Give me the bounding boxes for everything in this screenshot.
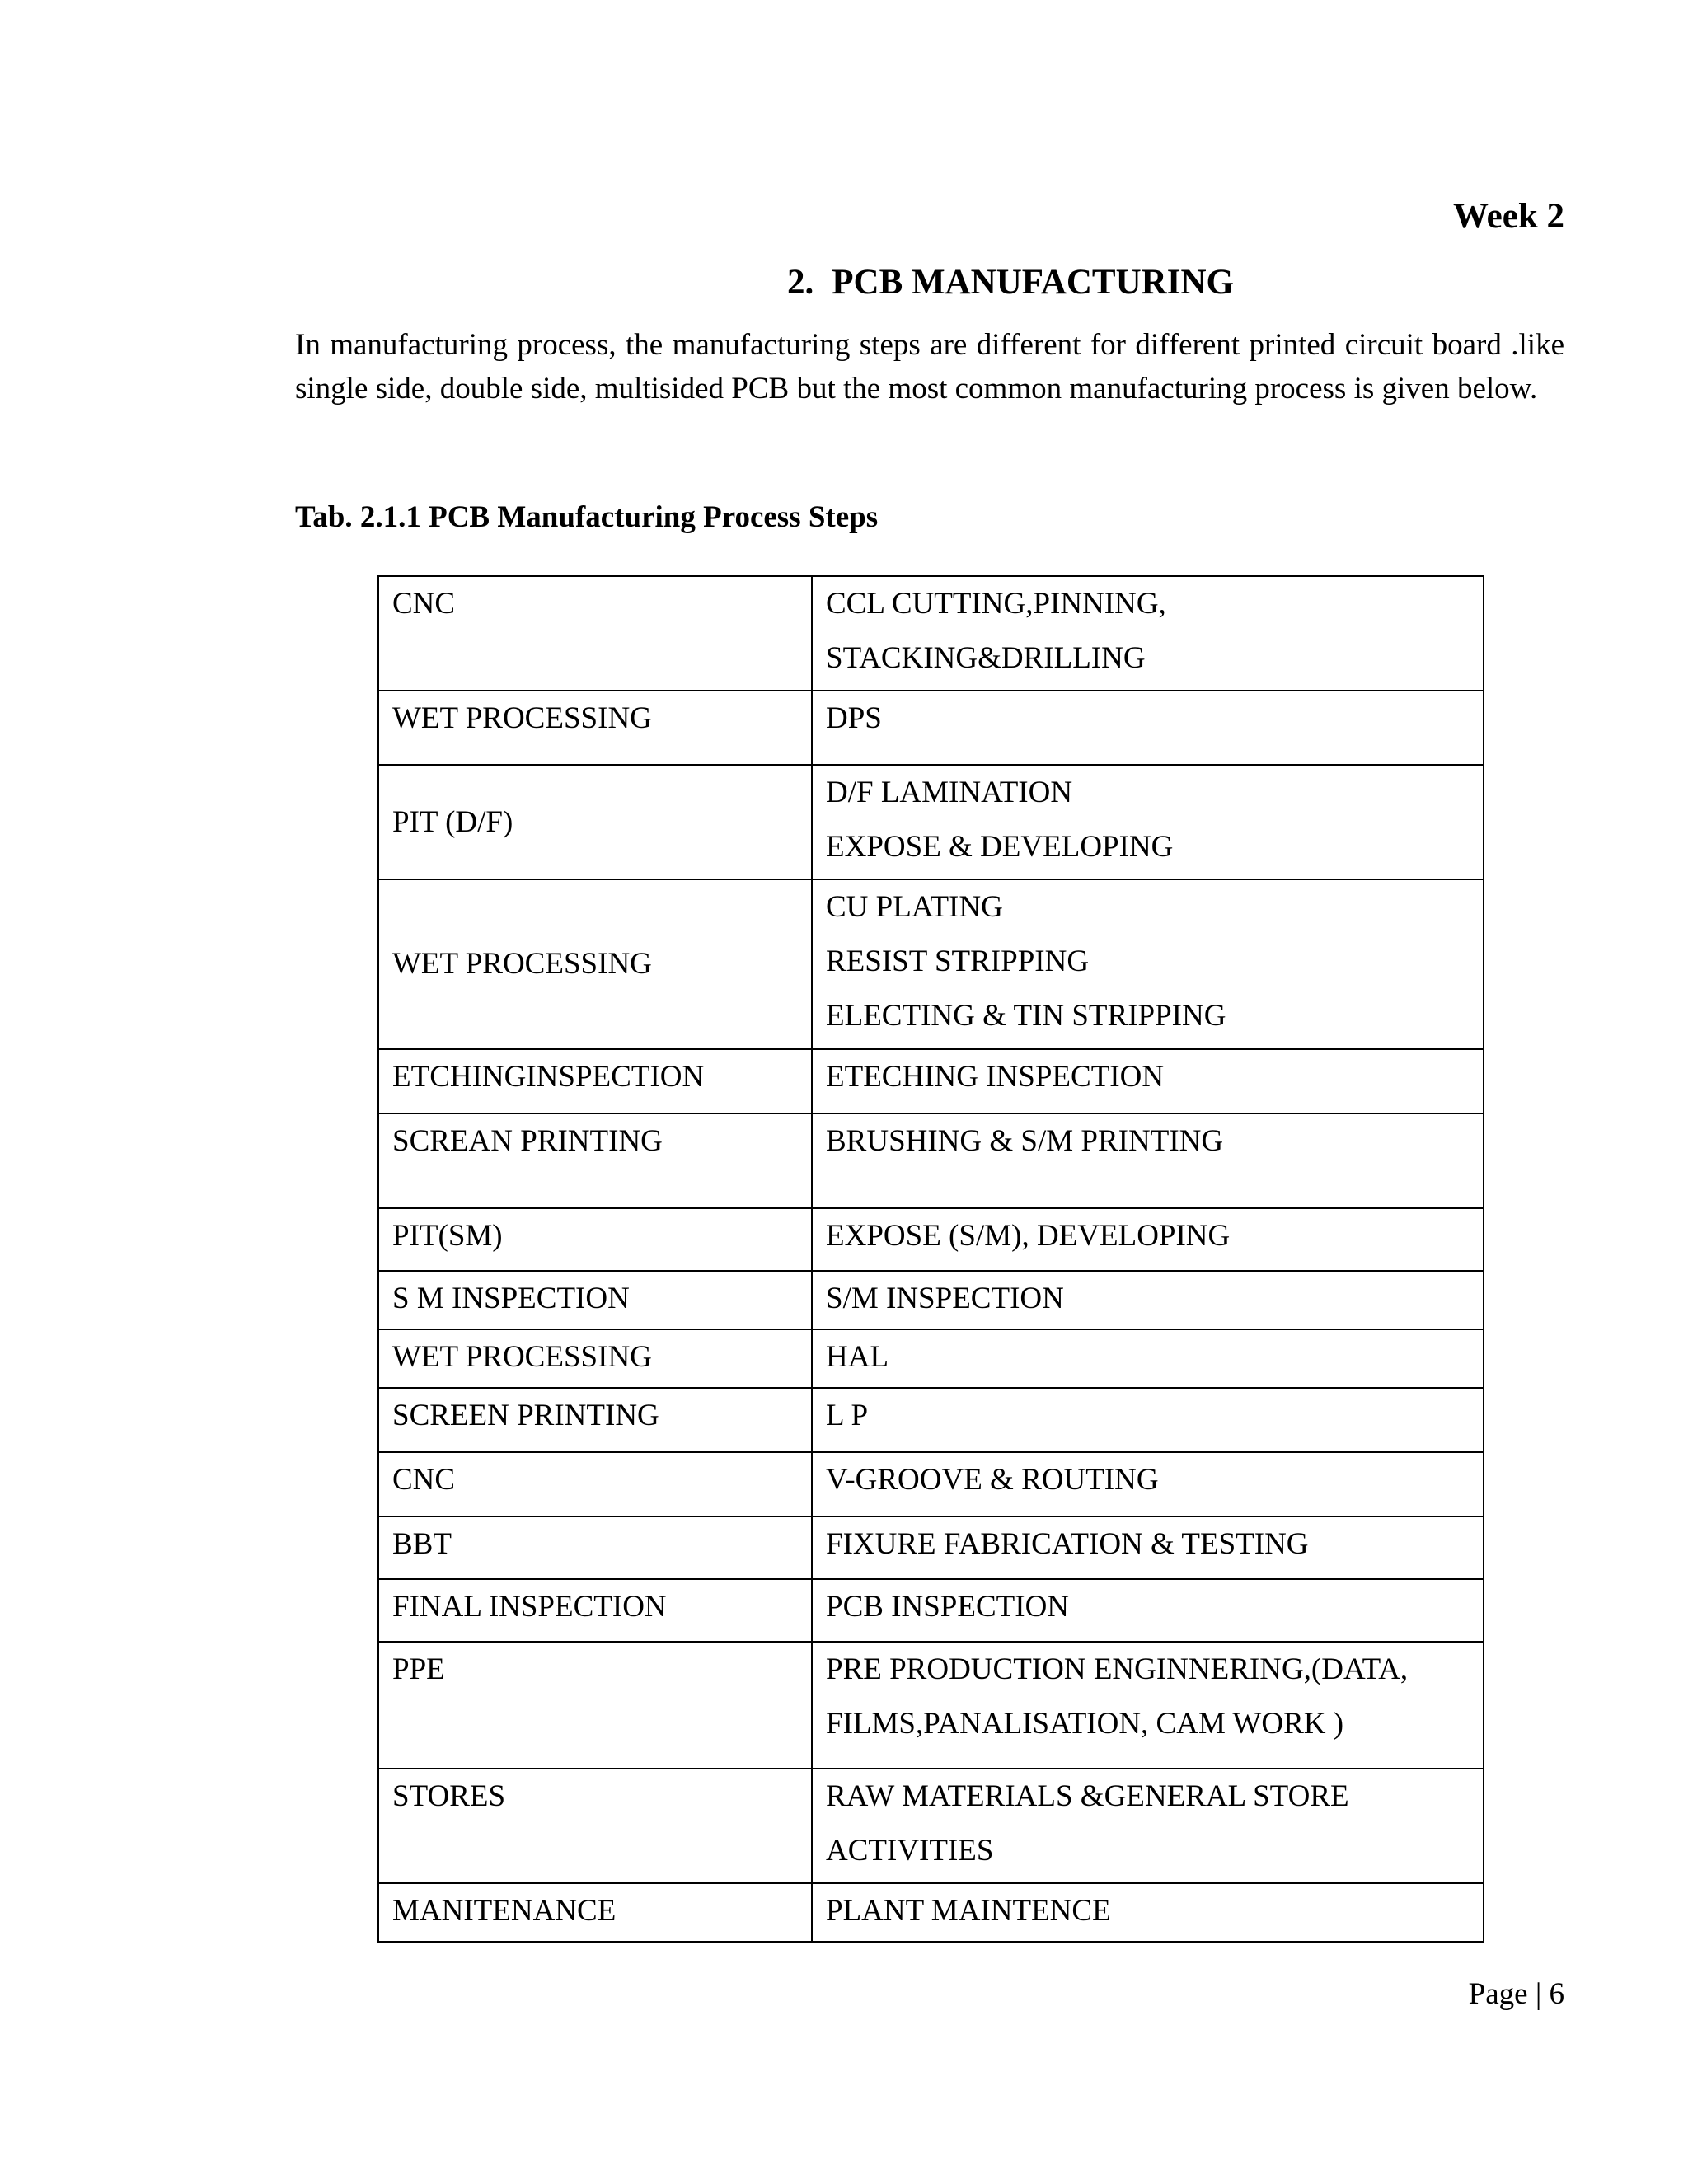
- table-row: [378, 1883, 1484, 1942]
- chapter-title: [787, 262, 1234, 302]
- activities-cell: [812, 1329, 1484, 1388]
- chapter-title-text: PCB MANUFACTURING: [832, 263, 1234, 302]
- table-row: [378, 1208, 1484, 1271]
- activity-line: PLANT MAINTENCE: [826, 1894, 1111, 1928]
- activity-line: EXPOSE & DEVELOPING: [826, 830, 1174, 864]
- activity-line: ELECTING & TIN STRIPPING: [826, 999, 1226, 1033]
- activities-cell: [812, 1049, 1484, 1113]
- activity-line: RAW MATERIALS &GENERAL STORE: [826, 1779, 1349, 1813]
- department-cell: PPE: [378, 1642, 812, 1769]
- activity-line: S/M INSPECTION: [826, 1282, 1064, 1315]
- activity-line: V-GROOVE & ROUTING: [826, 1463, 1159, 1497]
- department-cell: STORES: [378, 1769, 812, 1883]
- department-cell: WET PROCESSING: [378, 879, 812, 1049]
- activities-cell: [812, 576, 1484, 691]
- activity-line: D/F LAMINATION: [826, 776, 1073, 809]
- department-cell: PIT(SM): [378, 1208, 812, 1271]
- process-steps-table: [377, 575, 1484, 1943]
- activities-cell: [812, 1208, 1484, 1271]
- table-row: [378, 1769, 1484, 1883]
- activity-line: EXPOSE (S/M), DEVELOPING: [826, 1219, 1231, 1253]
- activity-line: PCB INSPECTION: [826, 1590, 1070, 1624]
- table-row: [378, 1642, 1484, 1769]
- table-row: [378, 879, 1484, 1049]
- department-cell: FINAL INSPECTION: [378, 1579, 812, 1642]
- activities-cell: [812, 1579, 1484, 1642]
- activities-cell: [812, 1769, 1484, 1883]
- table-row: [378, 1329, 1484, 1388]
- activity-line: FIXURE FABRICATION & TESTING: [826, 1527, 1309, 1561]
- table-row: [378, 1579, 1484, 1642]
- activity-line: STACKING&DRILLING: [826, 641, 1146, 675]
- department-cell: SCREAN PRINTING: [378, 1113, 812, 1208]
- activity-line: HAL: [826, 1340, 889, 1374]
- activities-cell: [812, 1516, 1484, 1579]
- department-cell: ETCHINGINSPECTION: [378, 1049, 812, 1113]
- activities-cell: [812, 765, 1484, 879]
- activity-line: CU PLATING: [826, 890, 1003, 924]
- table-row: [378, 1271, 1484, 1329]
- activities-cell: [812, 691, 1484, 765]
- chapter-number: 2.: [787, 263, 814, 302]
- department-cell: WET PROCESSING: [378, 1329, 812, 1388]
- activities-cell: [812, 1883, 1484, 1942]
- activities-cell: [812, 1271, 1484, 1329]
- activities-cell: [812, 1642, 1484, 1769]
- table-row: [378, 691, 1484, 765]
- table-row: [378, 765, 1484, 879]
- activity-line: ACTIVITIES: [826, 1834, 994, 1868]
- department-cell: S M INSPECTION: [378, 1271, 812, 1329]
- page-number: Page | 6: [1468, 1977, 1564, 2011]
- activity-line: L P: [826, 1399, 869, 1432]
- activities-cell: [812, 1113, 1484, 1208]
- activities-cell: [812, 1388, 1484, 1452]
- activities-cell: [812, 879, 1484, 1049]
- activity-line: FILMS,PANALISATION, CAM WORK ): [826, 1707, 1344, 1741]
- table-row: [378, 1388, 1484, 1452]
- activity-line: RESIST STRIPPING: [826, 944, 1090, 978]
- activity-line: PRE PRODUCTION ENGINNERING,(DATA,: [826, 1652, 1409, 1686]
- department-cell: PIT (D/F): [378, 765, 812, 879]
- department-cell: CNC: [378, 576, 812, 691]
- activity-line: BRUSHING & S/M PRINTING: [826, 1124, 1224, 1158]
- activities-cell: [812, 1452, 1484, 1516]
- department-cell: SCREEN PRINTING: [378, 1388, 812, 1452]
- department-cell: MANITENANCE: [378, 1883, 812, 1942]
- intro-paragraph: In manufacturing process, the manufacturing steps are different for different printed circuit board .like single side, double side, multisided PCB but the most common manufacturing process is given below.: [295, 328, 1564, 405]
- week-heading: Week 2: [1453, 197, 1564, 236]
- table-row: [378, 576, 1484, 691]
- department-cell: WET PROCESSING: [378, 691, 812, 765]
- department-cell: CNC: [378, 1452, 812, 1516]
- department-cell: BBT: [378, 1516, 812, 1579]
- process-steps-body: [378, 576, 1484, 1942]
- activity-line: DPS: [826, 701, 882, 735]
- table-row: [378, 1452, 1484, 1516]
- table-row: [378, 1516, 1484, 1579]
- table-caption: Tab. 2.1.1 PCB Manufacturing Process Steps: [295, 500, 879, 534]
- table-row: [378, 1049, 1484, 1113]
- activity-line: ETECHING INSPECTION: [826, 1060, 1165, 1094]
- activity-line: CCL CUTTING,PINNING,: [826, 587, 1166, 621]
- table-row: [378, 1113, 1484, 1208]
